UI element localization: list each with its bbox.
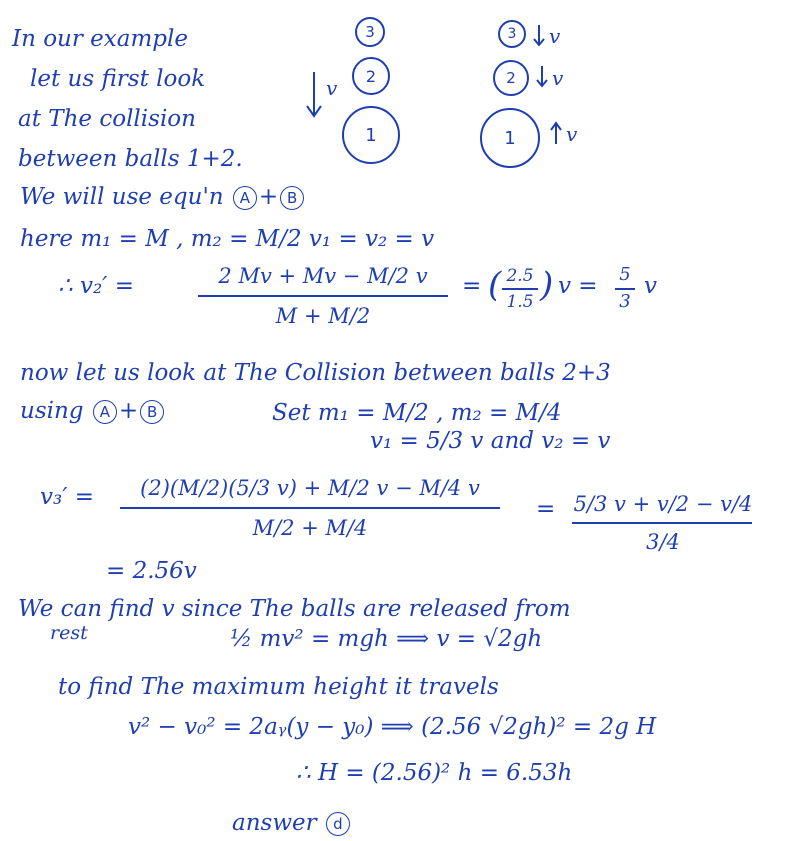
v2-ratio-denominator: 1.5 — [506, 292, 534, 312]
answer-choice-icon: d — [326, 812, 350, 836]
energy-equation: ½ mv² = mgh ⟹ v = √2gh — [230, 626, 543, 652]
intro-line-4: between balls 1+2. — [18, 146, 243, 172]
using-text: using — [20, 398, 84, 424]
left-velocity-label: v — [326, 76, 338, 100]
v3-numerator: (2)(M/2)(5/3 v) + M/2 v − M/4 v — [140, 476, 480, 500]
intro-line-1: In our example — [12, 26, 188, 52]
left-ball-1: 1 — [342, 106, 400, 164]
find-v-line: We can find v since The balls are released from — [18, 596, 571, 622]
rest-text: rest — [50, 622, 88, 644]
right-v2-label: v — [552, 66, 564, 90]
here-line: here m₁ = M , m₂ = M/2 v₁ = v₂ = v — [20, 226, 435, 252]
use-equations-line — [20, 186, 306, 210]
v2-prefix: ∴ v₂′ = — [58, 273, 134, 299]
v2-ratio-numerator: 2.5 — [506, 266, 534, 286]
answer-label: answer — [232, 810, 317, 836]
right-ball-3: 3 — [498, 20, 526, 48]
v3-denominator: M/2 + M/4 — [252, 516, 368, 540]
right-ball-1: 1 — [480, 108, 540, 168]
final-height-equation: ∴ H = (2.56)² h = 6.53h — [296, 760, 573, 786]
down-arrow-icon — [536, 66, 548, 88]
v2-denominator: M + M/2 — [275, 304, 371, 328]
v3-rhs-denominator: 3/4 — [646, 530, 680, 554]
and-text: + — [258, 184, 279, 210]
answer-line — [232, 812, 352, 836]
v3-eq-sign: = — [536, 496, 556, 522]
v3-rhs-bar — [572, 522, 752, 524]
right-ball-2: 2 — [493, 60, 529, 96]
v3-result: = 2.56v — [106, 558, 197, 584]
down-arrow-icon — [306, 72, 322, 118]
equation-b-icon: B — [280, 186, 304, 210]
v2-five-thirds-bar — [615, 288, 635, 290]
v2-ratio-bar — [502, 288, 538, 290]
up-arrow-icon — [550, 120, 562, 144]
v2-numerator: 2 Mv + Mv − M/2 v — [218, 264, 428, 288]
and-text: + — [118, 398, 139, 424]
v2-ratio-close-paren: ) — [540, 265, 554, 305]
max-height-line: to find The maximum height it travels — [58, 674, 499, 700]
down-arrow-icon — [533, 25, 545, 47]
intro-line-2: let us first look — [30, 66, 206, 92]
v3-prefix: v₃′ = — [40, 484, 95, 510]
right-v3-label: v — [549, 24, 561, 48]
use-text: We will use equ'n — [20, 184, 224, 210]
v2-eq-sign: = — [462, 273, 482, 299]
set-masses-line: Set m₁ = M/2 , m₂ = M/4 — [272, 400, 562, 426]
left-ball-3: 3 — [355, 17, 385, 47]
equation-a-icon: A — [233, 186, 257, 210]
set-velocities-line: v₁ = 5/3 v and v₂ = v — [370, 428, 611, 454]
using-line — [20, 400, 166, 424]
left-ball-2: 2 — [352, 57, 390, 95]
v2-three: 3 — [619, 291, 631, 312]
v2-after-ratio: v = — [558, 273, 598, 299]
kinematics-equation: v² − v₀² = 2aᵧ(y − y₀) ⟹ (2.56 √2gh)² = 2g H — [128, 714, 657, 740]
v2-ratio-open-paren: ( — [488, 265, 502, 305]
v2-fraction-bar — [198, 295, 448, 297]
v2-five: 5 — [619, 264, 631, 285]
equation-b-icon: B — [140, 400, 164, 424]
v3-rhs-numerator: 5/3 v + v/2 − v/4 — [573, 492, 753, 516]
equation-a-icon: A — [93, 400, 117, 424]
intro-line-3: at The collision — [18, 106, 196, 132]
v3-fraction-bar — [120, 507, 500, 509]
now-line: now let us look at The Collision between balls 2+3 — [20, 360, 611, 386]
v2-final-v: v — [644, 273, 657, 299]
right-v1-label: v — [566, 122, 578, 146]
